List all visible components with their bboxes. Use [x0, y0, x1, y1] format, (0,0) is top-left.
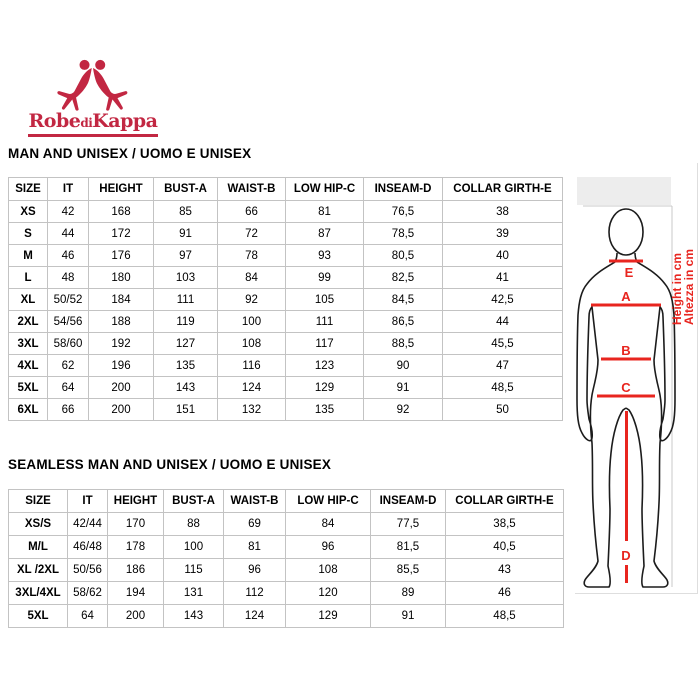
value-cell: 85: [154, 201, 218, 223]
table-row: [9, 605, 564, 628]
value-cell: 93: [286, 245, 364, 267]
value-cell: 69: [224, 513, 286, 536]
size-cell: 4XL: [9, 355, 48, 377]
size-cell: XL: [9, 289, 48, 311]
value-cell: 45,5: [443, 333, 563, 355]
size-cell: XS/S: [9, 513, 68, 536]
value-cell: 111: [286, 311, 364, 333]
value-cell: 91: [154, 223, 218, 245]
value-cell: 91: [364, 377, 443, 399]
value-cell: 46/48: [68, 536, 108, 559]
value-cell: 200: [108, 605, 164, 628]
column-header: COLLAR GIRTH-E: [446, 490, 564, 513]
table-row: [9, 536, 564, 559]
value-cell: 88,5: [364, 333, 443, 355]
value-cell: 88: [164, 513, 224, 536]
label-inseam-D: D: [621, 548, 631, 563]
table-row: [9, 267, 563, 289]
logo-text-kappa: Kappa: [92, 110, 158, 132]
section2-title: SEAMLESS MAN AND UNISEX / UOMO E UNISEX: [8, 457, 332, 472]
diagram-top-band: [577, 177, 671, 205]
value-cell: 178: [108, 536, 164, 559]
value-cell: 42,5: [443, 289, 563, 311]
value-cell: 40: [443, 245, 563, 267]
height-caption-en: Height in cm: [670, 252, 684, 325]
value-cell: 132: [218, 399, 286, 421]
value-cell: 42: [48, 201, 89, 223]
value-cell: 116: [218, 355, 286, 377]
value-cell: 77,5: [371, 513, 446, 536]
value-cell: 112: [224, 582, 286, 605]
value-cell: 48,5: [443, 377, 563, 399]
value-cell: 127: [154, 333, 218, 355]
header-row: [9, 490, 564, 513]
value-cell: 117: [286, 333, 364, 355]
logo-text-robe: Robe: [28, 110, 81, 132]
value-cell: 186: [108, 559, 164, 582]
value-cell: 50/56: [68, 559, 108, 582]
logo-wordmark: [28, 112, 158, 133]
size-cell: XS: [9, 201, 48, 223]
value-cell: 66: [48, 399, 89, 421]
section1-title: MAN AND UNISEX / UOMO E UNISEX: [8, 146, 252, 161]
value-cell: 54/56: [48, 311, 89, 333]
column-header: BUST-A: [154, 178, 218, 201]
label-collar-E: E: [624, 265, 634, 280]
column-header: WAIST-B: [218, 178, 286, 201]
table-row: [9, 559, 564, 582]
size-cell: 5XL: [9, 605, 68, 628]
size-cell: 3XL: [9, 333, 48, 355]
table-row: [9, 333, 563, 355]
table-row: [9, 355, 563, 377]
value-cell: 131: [164, 582, 224, 605]
column-header: LOW HIP-C: [286, 490, 371, 513]
value-cell: 151: [154, 399, 218, 421]
value-cell: 39: [443, 223, 563, 245]
value-cell: 92: [364, 399, 443, 421]
value-cell: 62: [48, 355, 89, 377]
size-cell: 3XL/4XL: [9, 582, 68, 605]
value-cell: 103: [154, 267, 218, 289]
column-header: IT: [68, 490, 108, 513]
label-waist-B: B: [621, 343, 631, 358]
value-cell: 78,5: [364, 223, 443, 245]
value-cell: 124: [218, 377, 286, 399]
value-cell: 124: [224, 605, 286, 628]
value-cell: 64: [48, 377, 89, 399]
value-cell: 81: [224, 536, 286, 559]
value-cell: 85,5: [371, 559, 446, 582]
value-cell: 143: [164, 605, 224, 628]
table-row: [9, 311, 563, 333]
value-cell: 100: [218, 311, 286, 333]
value-cell: 47: [443, 355, 563, 377]
size-cell: XL /2XL: [9, 559, 68, 582]
value-cell: 90: [364, 355, 443, 377]
size-cell: M/L: [9, 536, 68, 559]
value-cell: 108: [218, 333, 286, 355]
value-cell: 76,5: [364, 201, 443, 223]
value-cell: 135: [154, 355, 218, 377]
value-cell: 111: [154, 289, 218, 311]
value-cell: 84,5: [364, 289, 443, 311]
value-cell: 46: [446, 582, 564, 605]
size-cell: 2XL: [9, 311, 48, 333]
value-cell: 99: [286, 267, 364, 289]
value-cell: 135: [286, 399, 364, 421]
size-table-seamless: [8, 489, 564, 628]
value-cell: 72: [218, 223, 286, 245]
table-row: [9, 245, 563, 267]
value-cell: 180: [89, 267, 154, 289]
value-cell: 42/44: [68, 513, 108, 536]
value-cell: 41: [443, 267, 563, 289]
value-cell: 38,5: [446, 513, 564, 536]
value-cell: 43: [446, 559, 564, 582]
header-row: [9, 178, 563, 201]
column-header: IT: [48, 178, 89, 201]
column-header: COLLAR GIRTH-E: [443, 178, 563, 201]
value-cell: 97: [154, 245, 218, 267]
size-cell: S: [9, 223, 48, 245]
value-cell: 92: [218, 289, 286, 311]
size-cell: L: [9, 267, 48, 289]
table-row: [9, 289, 563, 311]
value-cell: 44: [443, 311, 563, 333]
kappa-logo: [28, 58, 158, 137]
value-cell: 64: [68, 605, 108, 628]
value-cell: 172: [89, 223, 154, 245]
value-cell: 58/62: [68, 582, 108, 605]
value-cell: 129: [286, 605, 371, 628]
value-cell: 84: [218, 267, 286, 289]
value-cell: 115: [164, 559, 224, 582]
value-cell: 96: [286, 536, 371, 559]
value-cell: 48,5: [446, 605, 564, 628]
value-cell: 84: [286, 513, 371, 536]
value-cell: 105: [286, 289, 364, 311]
size-cell: 6XL: [9, 399, 48, 421]
value-cell: 200: [89, 377, 154, 399]
value-cell: 119: [154, 311, 218, 333]
size-table-man-unisex: [8, 177, 563, 421]
table-row: [9, 223, 563, 245]
value-cell: 40,5: [446, 536, 564, 559]
logo-underline: [28, 134, 158, 137]
value-cell: 81: [286, 201, 364, 223]
column-header: SIZE: [9, 178, 48, 201]
value-cell: 108: [286, 559, 371, 582]
value-cell: 50/52: [48, 289, 89, 311]
value-cell: 123: [286, 355, 364, 377]
column-header: INSEAM-D: [364, 178, 443, 201]
value-cell: 200: [89, 399, 154, 421]
value-cell: 120: [286, 582, 371, 605]
value-cell: 82,5: [364, 267, 443, 289]
value-cell: 80,5: [364, 245, 443, 267]
value-cell: 48: [48, 267, 89, 289]
value-cell: 100: [164, 536, 224, 559]
column-header: SIZE: [9, 490, 68, 513]
column-header: WAIST-B: [224, 490, 286, 513]
value-cell: 184: [89, 289, 154, 311]
table-row: [9, 399, 563, 421]
value-cell: 129: [286, 377, 364, 399]
value-cell: 86,5: [364, 311, 443, 333]
value-cell: 196: [89, 355, 154, 377]
value-cell: 58/60: [48, 333, 89, 355]
value-cell: 50: [443, 399, 563, 421]
value-cell: 188: [89, 311, 154, 333]
height-caption-it: Altezza in cm: [682, 248, 696, 325]
value-cell: 66: [218, 201, 286, 223]
column-header: HEIGHT: [108, 490, 164, 513]
logo-text-di: di: [80, 116, 93, 130]
table-row: [9, 582, 564, 605]
column-header: BUST-A: [164, 490, 224, 513]
label-hip-C: C: [621, 380, 631, 395]
value-cell: 168: [89, 201, 154, 223]
value-cell: 38: [443, 201, 563, 223]
measurement-lines: [591, 261, 661, 583]
value-cell: 96: [224, 559, 286, 582]
value-cell: 44: [48, 223, 89, 245]
value-cell: 46: [48, 245, 89, 267]
value-cell: 78: [218, 245, 286, 267]
kappa-omini-icon: [54, 58, 132, 112]
column-header: HEIGHT: [89, 178, 154, 201]
value-cell: 192: [89, 333, 154, 355]
value-cell: 176: [89, 245, 154, 267]
value-cell: 87: [286, 223, 364, 245]
size-cell: M: [9, 245, 48, 267]
label-bust-A: A: [621, 289, 631, 304]
body-measurement-diagram: [575, 163, 698, 594]
value-cell: 91: [371, 605, 446, 628]
value-cell: 170: [108, 513, 164, 536]
value-cell: 81,5: [371, 536, 446, 559]
value-cell: 89: [371, 582, 446, 605]
table-row: [9, 513, 564, 536]
table-row: [9, 201, 563, 223]
value-cell: 194: [108, 582, 164, 605]
table-row: [9, 377, 563, 399]
value-cell: 143: [154, 377, 218, 399]
size-cell: 5XL: [9, 377, 48, 399]
column-header: INSEAM-D: [371, 490, 446, 513]
column-header: LOW HIP-C: [286, 178, 364, 201]
